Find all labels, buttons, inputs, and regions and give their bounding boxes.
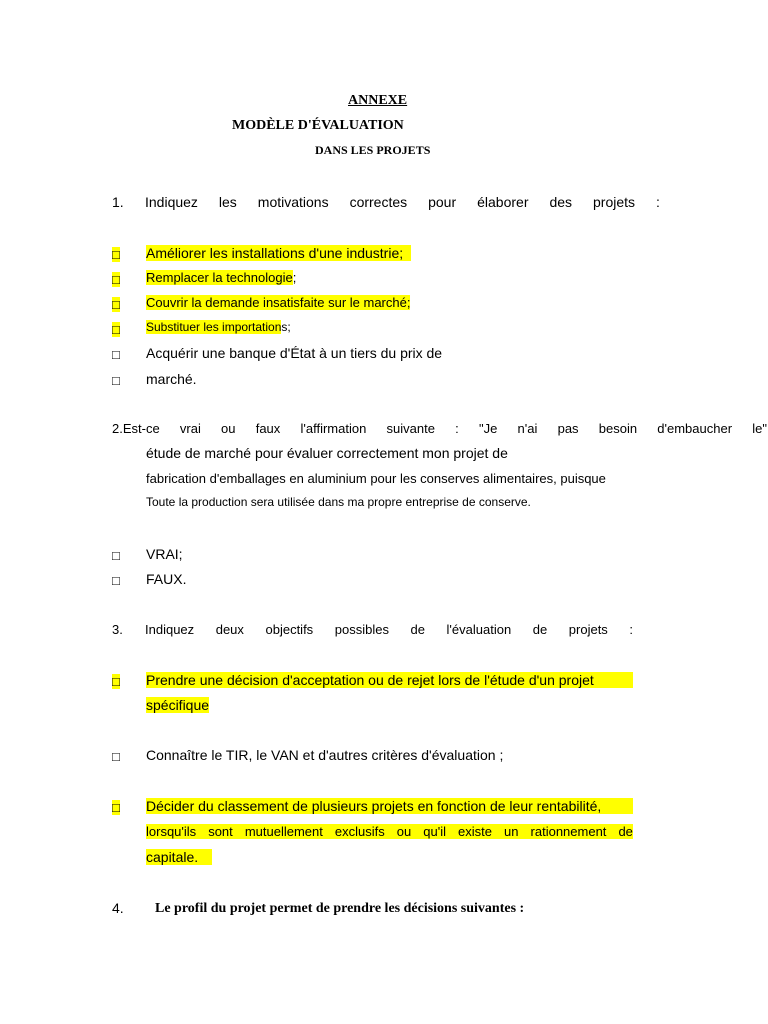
q3-word: possibles [334,622,389,637]
q1-word: : [656,194,660,210]
q3-option3-word: lorsqu'ils [146,824,197,839]
q3-word: Indiquez [145,622,195,637]
q3-option3-word: un [504,824,519,839]
q2-word: : [455,421,459,436]
q1-word: correctes [349,194,408,210]
q3-option3-line3: capitale. [146,849,212,865]
plain-text: Acquérir une banque d'État à un tiers du prix de [146,345,443,361]
q3-word: projets [568,622,608,637]
q2-word: suivante [386,421,435,436]
q1-option-1 [146,245,411,261]
checkbox-icon[interactable]: □ [112,322,120,337]
checkbox-icon[interactable]: □ [112,548,120,563]
q2-word: pas [557,421,579,436]
checkbox-icon[interactable]: □ [112,247,120,262]
q3-word: l'évaluation [446,622,512,637]
q2-word: vrai [179,421,201,436]
checkbox-icon[interactable]: □ [112,800,120,815]
q1-number: 1. [112,194,124,210]
q3-option3-line1: Décider du classement de plusieurs projets en fonction de leur rentabilité, [146,798,633,814]
highlighted-text: Couvrir la demande insatisfaite sur le marché; [146,295,411,310]
q2-line3: fabrication d'emballages en aluminium pour les conserves alimentaires, puisque [146,471,606,486]
document-title: MODÈLE D'ÉVALUATION [232,118,404,133]
q3-option3-word: existe [458,824,492,839]
q3-option3-word: qu'il [423,824,446,839]
q2-word: besoin [598,421,638,436]
q4-number: 4. [112,900,124,916]
q1-option-2 [146,270,296,285]
q2-word: d'embaucher [657,421,733,436]
q1-option-5 [146,345,442,361]
q3-word: deux [215,622,244,637]
q2-word: faux [255,421,281,436]
highlighted-text: Substituer les importation [146,320,282,334]
q4-question: Le profil du projet permet de prendre les décisions suivantes : [155,901,525,916]
plain-text: marché. [146,371,197,387]
q3-word: objectifs [265,622,314,637]
q3-word: de [410,622,425,637]
q1-word: projets [593,194,636,210]
checkbox-icon[interactable]: □ [112,272,120,287]
q1-word: les [218,194,237,210]
q3-number: 3. [112,622,123,637]
q1-question [145,194,660,210]
q2-word: "Je [478,421,498,436]
q1-option-6 [146,371,197,387]
document-subtitle: DANS LES PROJETS [315,143,431,157]
q2-word: ou [221,421,236,436]
q2-word: le" [752,421,767,436]
q2-question [112,421,767,436]
checkbox-icon[interactable]: □ [112,674,120,689]
q2-word: 2.Est-ce [112,421,160,436]
q1-word: des [549,194,573,210]
q2-word: l'affirmation [300,421,367,436]
checkbox-icon[interactable]: □ [112,373,120,388]
q3-option3-word: rationnement [530,824,607,839]
q3-option1-line1: Prendre une décision d'acceptation ou de rejet lors de l'étude d'un projet [146,672,633,688]
annexe-heading: ANNEXE [348,93,408,108]
q3-option3-line2 [146,824,633,839]
q1-word: Indiquez [145,194,198,210]
q3-word: de [532,622,548,637]
option-vrai: VRAI; [146,546,183,562]
checkbox-icon[interactable]: □ [112,573,120,588]
q2-line4: Toute la production sera utilisée dans ma propre entreprise de conserve. [146,495,531,509]
checkbox-icon[interactable]: □ [112,749,120,764]
plain-text: s; [281,320,291,334]
q3-word: : [629,622,633,637]
option-faux: FAUX. [146,571,187,587]
q1-option-4 [146,320,291,334]
q2-word: n'ai [517,421,538,436]
q1-word: motivations [257,194,329,210]
q3-option3-word: ou [396,824,412,839]
q1-word: pour [428,194,457,210]
highlighted-text: Remplacer la technologie [146,270,293,285]
q3-option3-word: de [618,824,633,839]
q3-option2: Connaître le TIR, le VAN et d'autres critères d'évaluation ; [146,747,504,763]
q3-question [145,622,633,637]
q2-line2: étude de marché pour évaluer correctement mon projet de [146,445,508,461]
q3-option3-word: exclusifs [334,824,385,839]
q1-option-3 [146,295,410,310]
highlighted-text: Améliorer les installations d'une industrie; [146,245,411,261]
checkbox-icon[interactable]: □ [112,297,120,312]
q1-word: élaborer [477,194,529,210]
plain-text: ; [292,270,297,285]
q3-option1-line2: spécifique [146,697,210,713]
q3-option3-word: mutuellement [244,824,323,839]
q3-option3-word: sont [208,824,233,839]
checkbox-icon[interactable]: □ [112,347,120,362]
